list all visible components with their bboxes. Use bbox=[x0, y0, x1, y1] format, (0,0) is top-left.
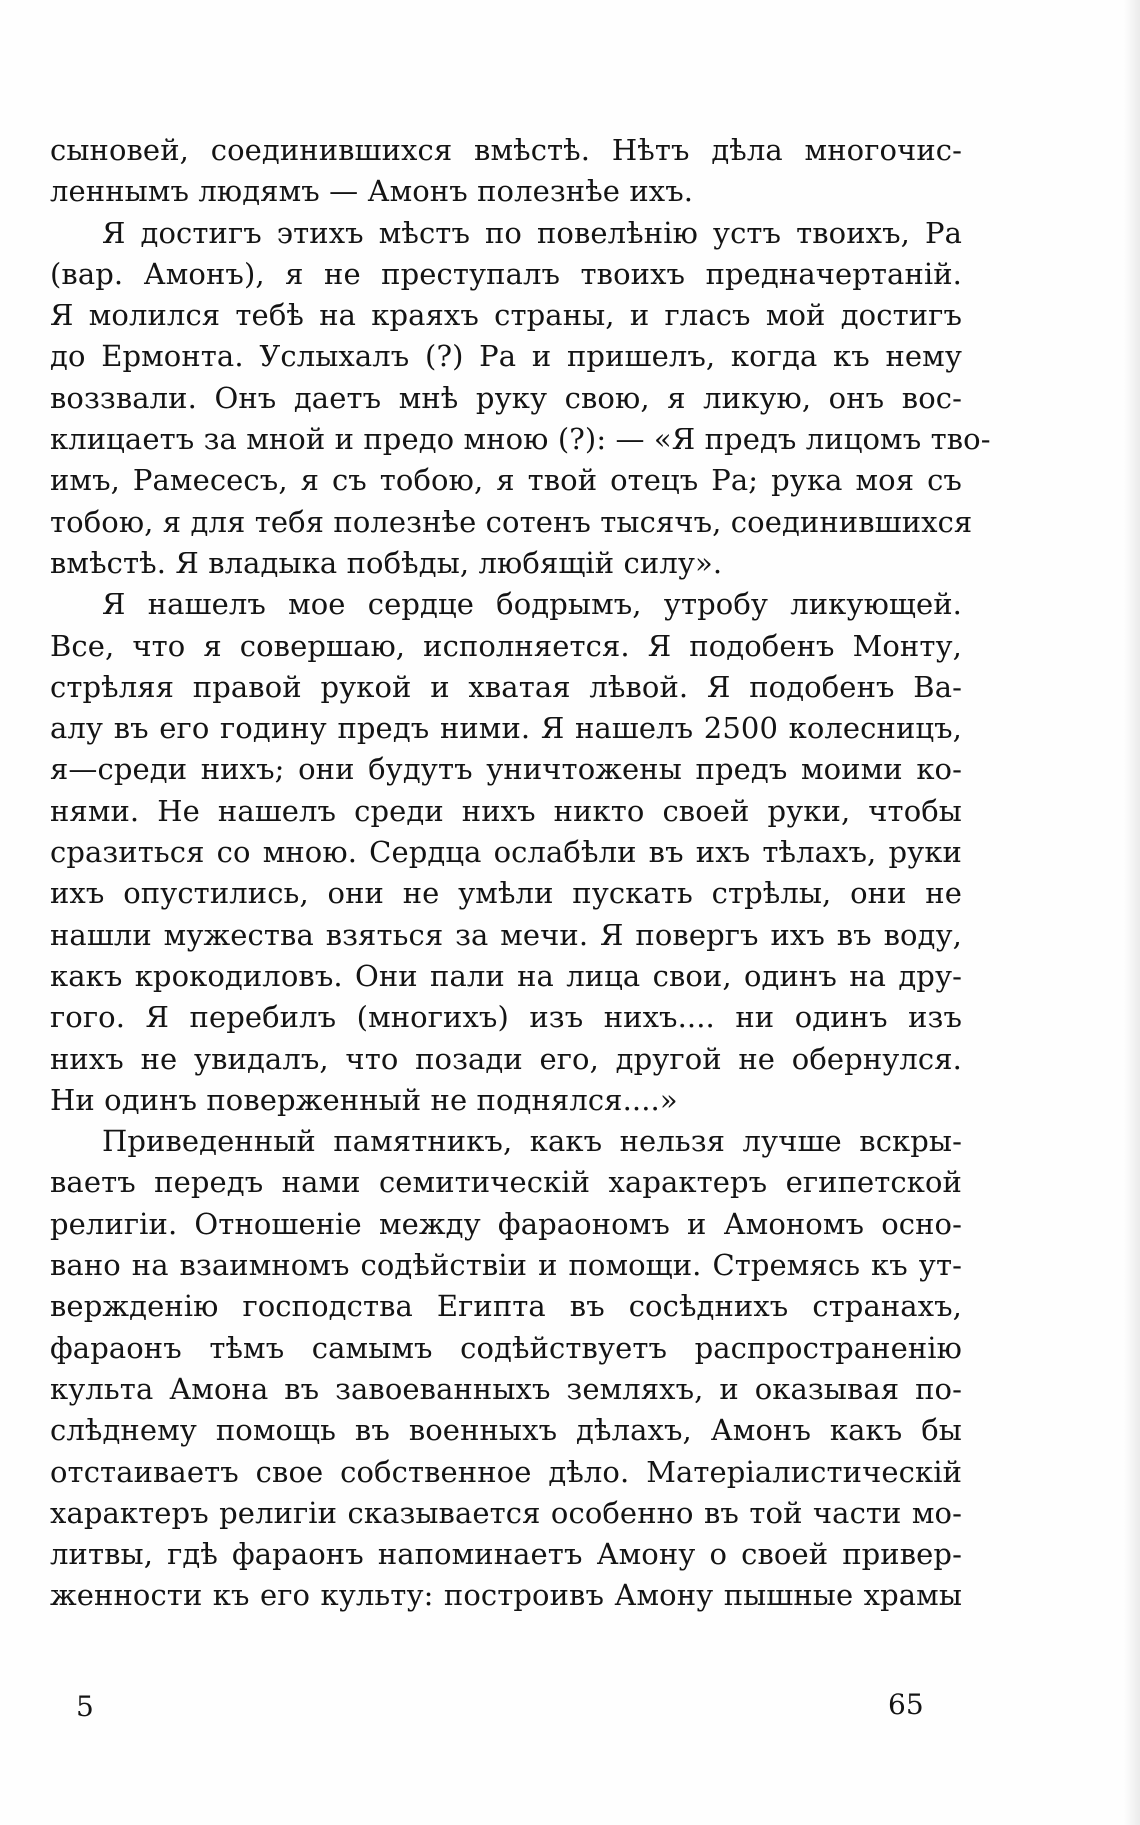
text-line: Я нашелъ мое сердце бодрымъ, утробу ликующей. bbox=[102, 587, 962, 622]
text-line: Ни одинъ поверженный не поднялся....» bbox=[50, 1082, 678, 1117]
text-line: стрѣляя правой рукой и хватая лѣвой. Я подобенъ Ва- bbox=[50, 669, 962, 704]
text-line: тобою, я для тебя полезнѣе сотенъ тысячъ, соединившихся bbox=[50, 504, 973, 539]
text-line: ваетъ передъ нами семитическій характеръ египетской bbox=[50, 1165, 962, 1200]
text-line: нихъ не увидалъ, что позади его, другой не обернулся. bbox=[50, 1041, 962, 1076]
text-line: нями. Не нашелъ среди нихъ никто своей руки, чтобы bbox=[50, 793, 962, 828]
text-line: женности къ его культу: построивъ Амону пышные храмы bbox=[50, 1578, 962, 1613]
text-line: клицаетъ за мной и предо мною (?): — «Я предъ лицомъ тво- bbox=[50, 422, 991, 457]
text-line: какъ крокодиловъ. Они пали на лица свои, одинъ на дру- bbox=[50, 958, 962, 993]
text-line: литвы, гдѣ фараонъ напоминаетъ Амону о своей привер- bbox=[50, 1537, 962, 1572]
text-line: слѣднему помощь въ военныхъ дѣлахъ, Амонъ какъ бы bbox=[50, 1413, 962, 1448]
signature-mark: 5 bbox=[76, 1690, 94, 1723]
body-text bbox=[50, 130, 991, 1617]
page-edge-shadow bbox=[1124, 0, 1140, 1825]
text-line: сразиться со мною. Сердца ослабѣли въ ихъ тѣлахъ, руки bbox=[50, 835, 962, 870]
text-line: характеръ религіи сказывается особенно въ той части мо- bbox=[50, 1495, 962, 1530]
text-line: вмѣстѣ. Я владыка побѣды, любящій силу». bbox=[50, 545, 723, 580]
text-line: имъ, Рамесесъ, я съ тобою, я твой отецъ Ра; рука моя съ bbox=[50, 463, 962, 498]
text-line: леннымъ людямъ — Амонъ полезнѣе ихъ. bbox=[50, 174, 694, 209]
text-line: гого. Я перебилъ (многихъ) изъ нихъ.... ни одинъ изъ bbox=[50, 1000, 962, 1035]
text-line: культа Амона въ завоеванныхъ земляхъ, и оказывая по- bbox=[50, 1371, 962, 1406]
text-line: религіи. Отношеніе между фараономъ и Амономъ осно- bbox=[50, 1206, 962, 1241]
text-line: (вар. Амонъ), я не преступалъ твоихъ предначертаній. bbox=[50, 256, 962, 291]
page-number: 65 bbox=[888, 1688, 924, 1721]
text-line: Я молился тебѣ на краяхъ страны, и гласъ мой достигъ bbox=[50, 298, 962, 333]
text-line: нашли мужества взяться за мечи. Я повергъ ихъ въ воду, bbox=[50, 917, 962, 952]
text-line: воззвали. Онъ даетъ мнѣ руку свою, я ликую, онъ вос- bbox=[50, 380, 962, 415]
text-line: вержденію господства Египта въ сосѣднихъ странахъ, bbox=[50, 1289, 962, 1324]
text-line: Приведенный памятникъ, какъ нельзя лучше вскры- bbox=[102, 1124, 962, 1159]
text-line: сыновей, соединившихся вмѣстѣ. Нѣтъ дѣла многочис- bbox=[50, 133, 962, 167]
text-line: отстаиваетъ свое собственное дѣло. Матеріалистическій bbox=[50, 1454, 962, 1489]
text-line: Я достигъ этихъ мѣстъ по повелѣнію устъ твоихъ, Ра bbox=[102, 215, 962, 250]
text-line: ихъ опустились, они не умѣли пускать стрѣлы, они не bbox=[50, 876, 962, 911]
text-line: вано на взаимномъ содѣйствіи и помощи. Стремясь къ ут- bbox=[50, 1248, 962, 1283]
text-line: алу въ его годину предъ ними. Я нашелъ 2500 колесницъ, bbox=[50, 711, 962, 746]
text-line: Все, что я совершаю, исполняется. Я подобенъ Монту, bbox=[50, 628, 962, 663]
text-line: фараонъ тѣмъ самымъ содѣйствуетъ распространенію bbox=[50, 1330, 962, 1365]
text-line: я—среди нихъ; они будутъ уничтожены предъ моими ко- bbox=[50, 752, 962, 787]
text-line: до Ермонта. Услыхалъ (?) Ра и пришелъ, когда къ нему bbox=[50, 339, 962, 374]
